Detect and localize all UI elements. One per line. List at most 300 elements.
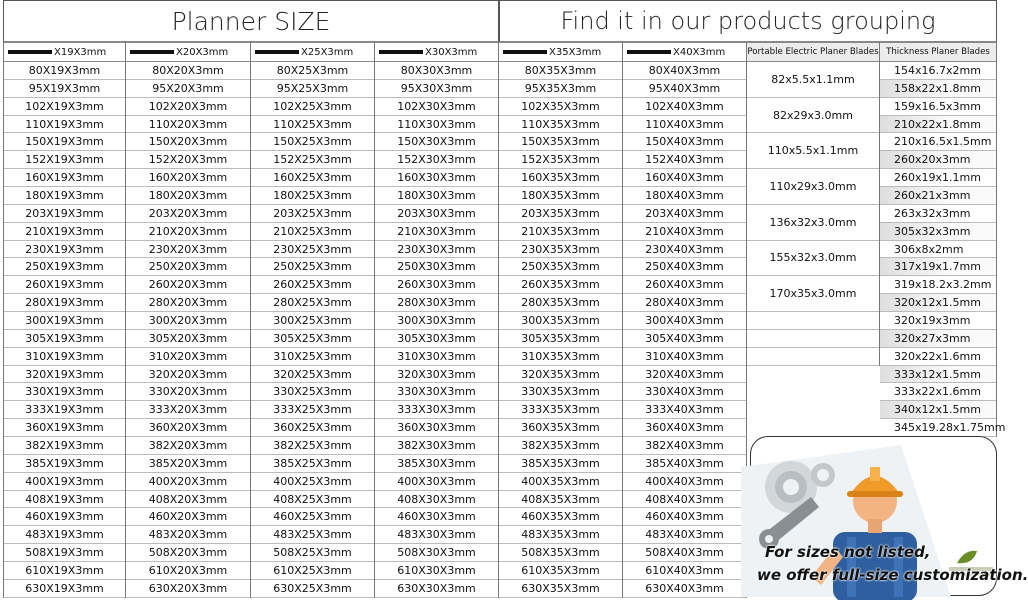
size-cell-text: 203X25X3mm xyxy=(273,206,352,220)
size-cell-text: 408X25X3mm xyxy=(273,492,352,506)
size-cell-text: 260X25X3mm xyxy=(273,278,352,292)
size-cell-text: 150X19X3mm xyxy=(25,135,104,149)
size-cell-text: 483X25X3mm xyxy=(273,528,352,542)
size-cell-text: 483X35X3mm xyxy=(521,528,600,542)
size-column-header xyxy=(375,42,498,62)
size-cell xyxy=(623,526,746,544)
size-column-label: X30X3mm xyxy=(425,46,478,58)
size-cell-text: 360X30X3mm xyxy=(397,421,476,435)
thickness-blade-cell: 319x18.2x3.2mm xyxy=(880,276,996,294)
size-cell xyxy=(126,348,250,366)
thickness-blade-cell: 340x12x1.5mm xyxy=(880,401,996,419)
size-cell-text: 102X40X3mm xyxy=(645,99,724,113)
size-cell-text: 460X30X3mm xyxy=(397,510,476,524)
size-cell-text: 385X40X3mm xyxy=(645,456,724,470)
size-cell-text: 203X30X3mm xyxy=(397,206,476,220)
size-cell xyxy=(126,508,250,526)
thickness-blade-cell: 333x22x1.6mm xyxy=(880,383,996,401)
size-cell xyxy=(623,383,746,401)
blade-bar-icon xyxy=(255,50,299,54)
size-cell xyxy=(375,241,498,259)
size-cell xyxy=(251,508,374,526)
size-cell-text: 210X40X3mm xyxy=(645,224,724,238)
size-cell xyxy=(375,455,498,473)
size-cell-text: 160X19X3mm xyxy=(25,171,104,185)
size-column-header xyxy=(623,42,746,62)
size-cell xyxy=(4,80,125,98)
size-cell-text: 330X20X3mm xyxy=(148,385,228,399)
size-cell-text: 408X35X3mm xyxy=(521,492,600,506)
portable-blade-cell: 82x29x3.0mm xyxy=(747,98,879,134)
size-cell-text: 483X20X3mm xyxy=(148,528,228,542)
size-cell-text: 382X19X3mm xyxy=(25,438,104,452)
size-cell xyxy=(126,241,250,259)
size-cell-text: 382X20X3mm xyxy=(148,438,228,452)
size-cell xyxy=(499,508,622,526)
size-cell xyxy=(499,348,622,366)
size-cell-text: 508X20X3mm xyxy=(148,546,228,560)
size-cell xyxy=(4,419,125,437)
size-cell xyxy=(375,187,498,205)
size-cell-text: 210X20X3mm xyxy=(148,224,228,238)
size-cell-text: 80X40X3mm xyxy=(648,63,721,77)
size-column xyxy=(3,42,126,598)
size-cell xyxy=(4,258,125,276)
size-cell-text: 330X30X3mm xyxy=(397,385,476,399)
size-cell xyxy=(499,330,622,348)
size-cell xyxy=(499,580,622,598)
size-cell-text: 80X30X3mm xyxy=(400,63,473,77)
size-cell-text: 280X25X3mm xyxy=(273,296,352,310)
size-cell-text: 610X19X3mm xyxy=(25,563,104,577)
size-cell-text: 630X40X3mm xyxy=(645,581,724,595)
size-cell xyxy=(499,437,622,455)
size-cell xyxy=(251,437,374,455)
size-cell-text: 460X35X3mm xyxy=(521,510,600,524)
size-cell xyxy=(126,544,250,562)
size-cell xyxy=(499,187,622,205)
size-cell-text: 408X20X3mm xyxy=(148,492,228,506)
size-cell-text: 400X25X3mm xyxy=(273,474,352,488)
size-cell-text: 250X20X3mm xyxy=(148,260,228,274)
size-cell xyxy=(251,205,374,223)
size-cell xyxy=(623,366,746,384)
thickness-blade-cell: 320x12x1.5mm xyxy=(880,294,996,312)
size-cell xyxy=(251,187,374,205)
size-cell-text: 160X20X3mm xyxy=(148,171,228,185)
size-cell-text: 483X30X3mm xyxy=(397,528,476,542)
size-cell-text: 408X40X3mm xyxy=(645,492,724,506)
size-cell xyxy=(499,294,622,312)
size-cell xyxy=(251,544,374,562)
size-cell-text: 150X40X3mm xyxy=(645,135,724,149)
size-cell-text: 610X30X3mm xyxy=(397,563,476,577)
size-cell-text: 400X40X3mm xyxy=(645,474,724,488)
thickness-blade-cell: 159x16.5x3mm xyxy=(880,98,996,116)
size-cell xyxy=(375,562,498,580)
size-cell-text: 320X35X3mm xyxy=(521,367,600,381)
size-cell xyxy=(375,419,498,437)
size-cell-text: 460X25X3mm xyxy=(273,510,352,524)
size-cell xyxy=(4,330,125,348)
size-cell-text: 160X30X3mm xyxy=(397,171,476,185)
size-cell xyxy=(623,330,746,348)
size-cell xyxy=(4,151,125,169)
size-cell xyxy=(623,348,746,366)
size-cell xyxy=(4,98,125,116)
size-cell xyxy=(499,562,622,580)
size-cell xyxy=(126,473,250,491)
size-cell xyxy=(623,312,746,330)
size-cell-text: 320X20X3mm xyxy=(148,367,228,381)
size-cell-text: 382X30X3mm xyxy=(397,438,476,452)
portable-column-header: Portable Electric Planer Blades xyxy=(747,42,879,62)
size-cell xyxy=(375,491,498,509)
size-cell xyxy=(251,312,374,330)
size-cell xyxy=(623,562,746,580)
size-cell xyxy=(126,133,250,151)
size-cell-text: 300X30X3mm xyxy=(397,313,476,327)
portable-blade-cell: 82x5.5x1.1mm xyxy=(747,62,879,98)
size-cell xyxy=(499,133,622,151)
size-cell-text: 305X19X3mm xyxy=(25,331,104,345)
size-cell-text: 300X20X3mm xyxy=(148,313,228,327)
size-cell xyxy=(623,473,746,491)
size-cell xyxy=(499,116,622,134)
size-cell-text: 230X19X3mm xyxy=(25,242,104,256)
size-cell-text: 360X25X3mm xyxy=(273,421,352,435)
size-cell-text: 230X35X3mm xyxy=(521,242,600,256)
thickness-blade-cell: 154x16.7x2mm xyxy=(880,62,996,80)
size-cell xyxy=(375,205,498,223)
size-cell-text: 110X25X3mm xyxy=(273,117,352,131)
size-cell-text: 333X35X3mm xyxy=(521,403,600,417)
size-cell-text: 610X25X3mm xyxy=(273,563,352,577)
size-cell xyxy=(126,294,250,312)
size-cell-text: 152X30X3mm xyxy=(397,153,476,167)
size-cell-text: 260X20X3mm xyxy=(148,278,228,292)
size-cell-text: 305X25X3mm xyxy=(273,331,352,345)
size-cell xyxy=(126,80,250,98)
size-cell-text: 152X20X3mm xyxy=(148,153,228,167)
size-cell-text: 102X25X3mm xyxy=(273,99,352,113)
size-cell-text: 110X30X3mm xyxy=(397,117,476,131)
size-cell xyxy=(499,401,622,419)
size-cell-text: 610X20X3mm xyxy=(148,563,228,577)
size-cell-text: 310X40X3mm xyxy=(645,349,724,363)
size-cell-text: 630X19X3mm xyxy=(25,581,104,595)
size-cell-text: 360X20X3mm xyxy=(148,421,228,435)
size-cell xyxy=(126,419,250,437)
size-cell xyxy=(499,205,622,223)
size-cell-text: 150X30X3mm xyxy=(397,135,476,149)
size-cell xyxy=(4,526,125,544)
size-cell xyxy=(4,116,125,134)
thickness-blade-cell: 317x19x1.7mm xyxy=(880,258,996,276)
size-cell xyxy=(499,258,622,276)
size-cell-text: 280X40X3mm xyxy=(645,296,724,310)
size-cell xyxy=(375,62,498,80)
size-cell-text: 630X20X3mm xyxy=(148,581,228,595)
size-cell-text: 305X30X3mm xyxy=(397,331,476,345)
size-cell-text: 400X20X3mm xyxy=(148,474,228,488)
size-cell-text: 508X35X3mm xyxy=(521,546,600,560)
thickness-blade-cell: 158x22x1.8mm xyxy=(880,80,996,98)
thickness-blade-cell: 260x19x1.1mm xyxy=(880,169,996,187)
size-cell-text: 610X35X3mm xyxy=(521,563,600,577)
size-cell xyxy=(251,348,374,366)
size-cell xyxy=(4,241,125,259)
size-cell xyxy=(126,437,250,455)
size-cell-text: 80X19X3mm xyxy=(28,63,101,77)
size-cell xyxy=(375,294,498,312)
size-cell xyxy=(126,116,250,134)
size-cell-text: 230X30X3mm xyxy=(397,242,476,256)
size-cell xyxy=(375,526,498,544)
portable-blade-cell: 110x29x3.0mm xyxy=(747,169,879,205)
planner-size-title: Planner SIZE xyxy=(3,0,499,42)
size-cell-text: 260X19X3mm xyxy=(25,278,104,292)
size-cell xyxy=(4,473,125,491)
size-cell-text: 320X19X3mm xyxy=(25,367,104,381)
size-cell-text: 250X40X3mm xyxy=(645,260,724,274)
size-cell-text: 385X19X3mm xyxy=(25,456,104,470)
size-cell xyxy=(623,205,746,223)
size-cell xyxy=(251,294,374,312)
thickness-blade-cell: 260x20x3mm xyxy=(880,151,996,169)
size-cell-text: 320X40X3mm xyxy=(645,367,724,381)
size-cell xyxy=(4,169,125,187)
size-cell-text: 150X20X3mm xyxy=(148,135,228,149)
size-cell-text: 330X35X3mm xyxy=(521,385,600,399)
size-cell xyxy=(623,401,746,419)
size-cell xyxy=(375,330,498,348)
blade-bar-icon xyxy=(130,50,174,54)
size-cell xyxy=(623,294,746,312)
size-cell xyxy=(126,491,250,509)
size-cell xyxy=(375,169,498,187)
size-cell-text: 110X19X3mm xyxy=(25,117,104,131)
size-cell xyxy=(251,169,374,187)
size-cell xyxy=(126,276,250,294)
size-cell-text: 260X30X3mm xyxy=(397,278,476,292)
size-column-header xyxy=(126,42,250,62)
size-cell xyxy=(623,419,746,437)
blade-bar-icon xyxy=(8,50,52,54)
size-cell-text: 102X20X3mm xyxy=(148,99,228,113)
size-cell xyxy=(499,366,622,384)
size-cell xyxy=(4,544,125,562)
thickness-blade-cell: 263x32x3mm xyxy=(880,205,996,223)
size-cell xyxy=(251,526,374,544)
size-cell xyxy=(375,580,498,598)
size-cell-text: 260X40X3mm xyxy=(645,278,724,292)
size-cell xyxy=(4,187,125,205)
size-cell-text: 330X25X3mm xyxy=(273,385,352,399)
size-cell-text: 102X30X3mm xyxy=(397,99,476,113)
size-column-label: X25X3mm xyxy=(301,46,354,58)
size-cell xyxy=(251,330,374,348)
portable-empty-cell xyxy=(747,330,879,348)
size-cell xyxy=(623,62,746,80)
size-cell-text: 80X35X3mm xyxy=(524,63,597,77)
size-cell xyxy=(623,580,746,598)
size-column-label: X40X3mm xyxy=(673,46,726,58)
portable-blade-cell: 136x32x3.0mm xyxy=(747,205,879,241)
size-cell-text: 210X19X3mm xyxy=(25,224,104,238)
size-cell-text: 203X35X3mm xyxy=(521,206,600,220)
size-cell xyxy=(499,151,622,169)
size-cell-text: 80X20X3mm xyxy=(152,63,224,77)
size-cell xyxy=(251,151,374,169)
size-cell xyxy=(375,383,498,401)
size-cell xyxy=(623,116,746,134)
size-column xyxy=(623,42,747,598)
size-cell xyxy=(499,526,622,544)
size-cell xyxy=(375,437,498,455)
size-cell xyxy=(375,348,498,366)
size-cell-text: 280X30X3mm xyxy=(397,296,476,310)
size-cell xyxy=(126,383,250,401)
size-cell xyxy=(375,98,498,116)
size-cell-text: 508X40X3mm xyxy=(645,546,724,560)
size-cell xyxy=(126,62,250,80)
size-cell xyxy=(375,312,498,330)
size-cell xyxy=(4,383,125,401)
size-cell xyxy=(623,169,746,187)
size-cell-text: 230X25X3mm xyxy=(273,242,352,256)
size-cell-text: 210X30X3mm xyxy=(397,224,476,238)
size-cell xyxy=(623,223,746,241)
size-cell xyxy=(623,241,746,259)
size-cell-text: 180X20X3mm xyxy=(148,188,228,202)
size-cell xyxy=(4,437,125,455)
size-cell xyxy=(251,383,374,401)
portable-empty-cell xyxy=(747,312,879,330)
size-cell-text: 300X19X3mm xyxy=(25,313,104,327)
size-cell xyxy=(623,98,746,116)
thickness-planer-column xyxy=(880,42,1006,437)
size-cell xyxy=(4,205,125,223)
size-cell-text: 95X19X3mm xyxy=(28,81,101,95)
size-cell xyxy=(499,276,622,294)
customization-line-2: we offer full-size customization. xyxy=(757,566,1028,584)
size-cell-text: 180X35X3mm xyxy=(521,188,600,202)
size-cell-text: 310X30X3mm xyxy=(397,349,476,363)
size-cell-text: 280X35X3mm xyxy=(521,296,600,310)
customization-note xyxy=(757,541,1028,587)
size-cell-text: 210X35X3mm xyxy=(521,224,600,238)
size-cell xyxy=(4,62,125,80)
size-cell xyxy=(375,116,498,134)
size-cell xyxy=(499,98,622,116)
size-cell-text: 400X35X3mm xyxy=(521,474,600,488)
size-cell-text: 160X40X3mm xyxy=(645,171,724,185)
size-cell-text: 508X19X3mm xyxy=(25,546,104,560)
size-cell-text: 110X40X3mm xyxy=(645,117,724,131)
size-cell-text: 80X25X3mm xyxy=(276,63,349,77)
size-cell xyxy=(126,205,250,223)
size-cell-text: 630X30X3mm xyxy=(397,581,476,595)
size-cell-text: 483X40X3mm xyxy=(645,528,724,542)
size-cell xyxy=(623,437,746,455)
size-cell xyxy=(251,491,374,509)
size-cell-text: 630X25X3mm xyxy=(273,581,352,595)
size-cell-text: 333X25X3mm xyxy=(273,403,352,417)
products-grouping-title: Find it in our products grouping xyxy=(499,0,997,42)
size-cell xyxy=(499,62,622,80)
portable-blade-cell: 170x35x3.0mm xyxy=(747,276,879,312)
size-cell-text: 180X25X3mm xyxy=(273,188,352,202)
size-cell xyxy=(499,473,622,491)
size-cell xyxy=(251,80,374,98)
size-cell xyxy=(126,366,250,384)
portable-blade-cell: 110x5.5x1.1mm xyxy=(747,133,879,169)
size-cell-text: 160X25X3mm xyxy=(273,171,352,185)
size-column-label: X35X3mm xyxy=(549,46,602,58)
size-cell-text: 250X30X3mm xyxy=(397,260,476,274)
size-cell-text: 95X35X3mm xyxy=(524,81,597,95)
size-cell-text: 150X35X3mm xyxy=(521,135,600,149)
size-cell-text: 305X35X3mm xyxy=(521,331,600,345)
size-cell xyxy=(126,258,250,276)
size-cell xyxy=(251,98,374,116)
size-cell-text: 385X25X3mm xyxy=(273,456,352,470)
size-cell xyxy=(126,580,250,598)
size-cell-text: 382X35X3mm xyxy=(521,438,600,452)
size-cell xyxy=(251,133,374,151)
size-cell-text: 250X19X3mm xyxy=(25,260,104,274)
size-cell-text: 152X40X3mm xyxy=(645,153,724,167)
size-cell xyxy=(375,80,498,98)
size-cell xyxy=(499,419,622,437)
size-cell xyxy=(126,187,250,205)
size-cell xyxy=(4,455,125,473)
size-cell-text: 320X25X3mm xyxy=(273,367,352,381)
thickness-blade-cell: 306x8x2mm xyxy=(880,241,996,259)
thickness-blade-cell: 320x22x1.6mm xyxy=(880,348,996,366)
size-cell-text: 610X40X3mm xyxy=(645,563,724,577)
size-cell xyxy=(126,401,250,419)
size-cell-text: 360X19X3mm xyxy=(25,421,104,435)
size-cell-text: 483X19X3mm xyxy=(25,528,104,542)
size-cell xyxy=(499,169,622,187)
customization-line-1: For sizes not listed, xyxy=(765,543,931,561)
size-cell xyxy=(4,401,125,419)
size-cell xyxy=(126,169,250,187)
size-cell-text: 110X35X3mm xyxy=(521,117,600,131)
size-cell xyxy=(375,133,498,151)
size-cell xyxy=(623,187,746,205)
size-cell xyxy=(126,455,250,473)
size-cell xyxy=(4,508,125,526)
size-column-header xyxy=(251,42,374,62)
blade-bar-icon xyxy=(627,50,671,54)
size-cell xyxy=(251,62,374,80)
size-cell xyxy=(499,80,622,98)
size-cell-text: 330X40X3mm xyxy=(645,385,724,399)
thickness-blade-cell: 210x22x1.8mm xyxy=(880,116,996,134)
size-cell xyxy=(499,455,622,473)
size-cell-text: 150X25X3mm xyxy=(273,135,352,149)
size-cell xyxy=(251,401,374,419)
thickness-blade-cell: 345x19.28x1.75mm xyxy=(880,419,996,437)
size-cell xyxy=(623,80,746,98)
size-column xyxy=(499,42,623,598)
size-cell-text: 210X25X3mm xyxy=(273,224,352,238)
size-cell xyxy=(499,383,622,401)
thickness-blade-cell: 260x21x3mm xyxy=(880,187,996,205)
